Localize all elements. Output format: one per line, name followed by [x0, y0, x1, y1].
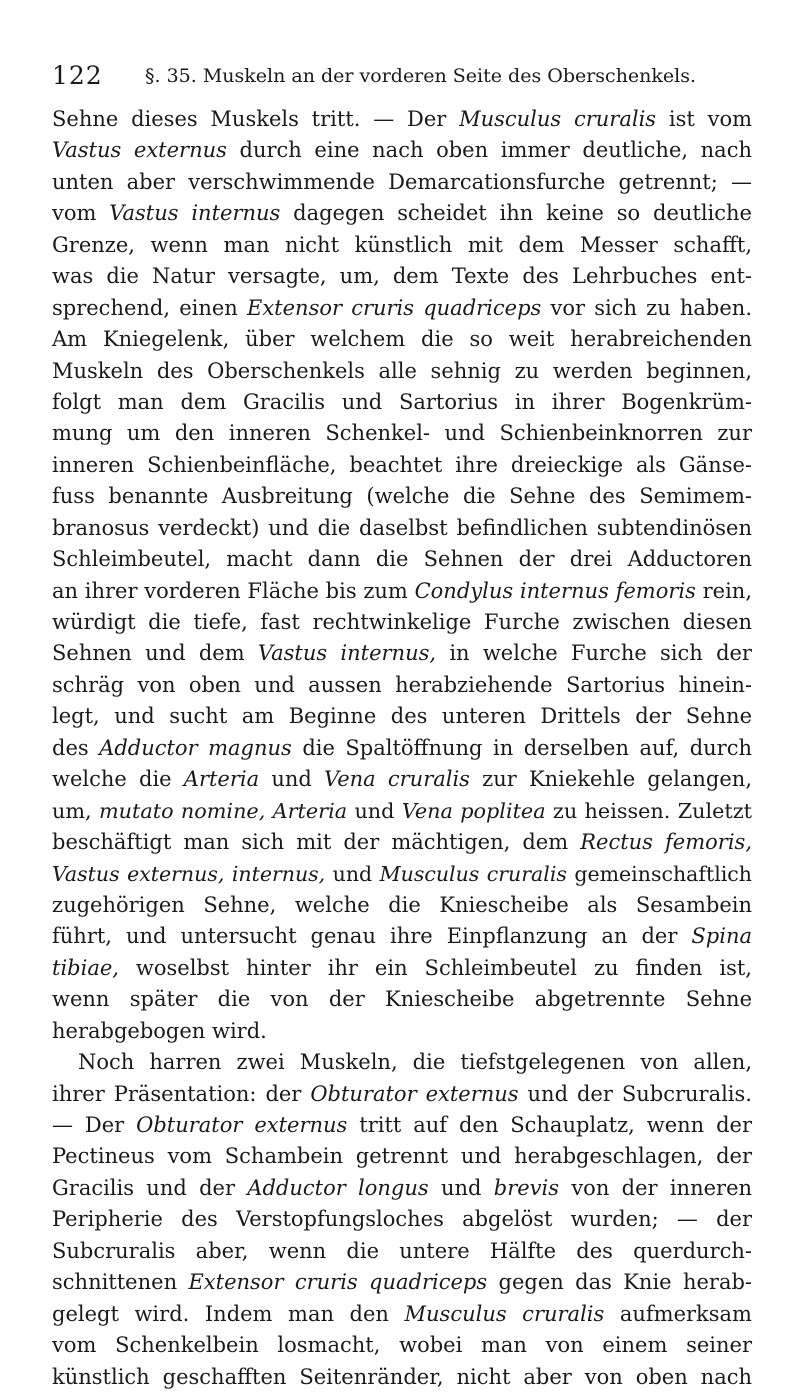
italic-term: Obturator externus	[136, 1113, 348, 1137]
text-run: und	[428, 1175, 494, 1200]
text-line	[52, 984, 752, 1015]
text-run: ihrer Präsentation: der	[52, 1081, 311, 1106]
text-run: wenn später die von der Kniescheibe abgetrennte Sehne	[52, 987, 752, 1012]
italic-term: Vena cruralis	[323, 767, 470, 792]
text-line	[52, 1267, 752, 1298]
text-line	[52, 764, 752, 795]
text-run: gegen das Knie herab-	[487, 1270, 753, 1295]
text-line	[52, 1047, 752, 1078]
italic-term: brevis	[493, 1175, 560, 1200]
text-run: Am Kniegelenk, über welchem die so weit herabreichenden	[52, 327, 752, 352]
text-run: herabgebogen wird.	[52, 1018, 267, 1043]
text-line	[52, 1110, 752, 1141]
text-run: inneren Schienbeinfläche, beachtet ihre dreieckige als Gänse-	[52, 452, 752, 477]
text-run: welche die	[52, 767, 184, 792]
text-run: und der Subcruralis.	[518, 1081, 752, 1106]
page-number: 122	[52, 61, 103, 90]
text-run: in welche Furche sich der	[436, 641, 752, 666]
body-text	[52, 104, 752, 1393]
text-line	[52, 1173, 752, 1204]
text-line	[52, 198, 752, 229]
text-line	[52, 953, 752, 984]
text-run: durch eine nach oben immer deutliche, nach	[226, 138, 752, 163]
text-run: dagegen scheidet ihn keine so deutliche	[280, 201, 752, 226]
text-line	[52, 261, 752, 292]
italic-term: Obturator externus	[310, 1081, 519, 1106]
text-run: schnittenen	[52, 1270, 189, 1295]
text-run: Peripherie des Verstopfungsloches abgelöst wurden; — der	[52, 1207, 752, 1232]
text-line	[52, 733, 752, 764]
text-run: fuss benannte Ausbreitung (welche die Sehne des Semimem-	[52, 484, 752, 509]
text-run: beschäftigt man sich mit der mächtigen, dem	[52, 830, 581, 855]
text-run: des	[52, 735, 100, 760]
text-line	[52, 1141, 752, 1172]
text-run: schräg von oben und aussen herabziehende Sartorius hinein-	[52, 672, 752, 697]
text-run: unten aber verschwimmende Demarcationsfurche getrennt; —	[52, 169, 752, 194]
text-run: vom Schenkelbein losmacht, wobei man von einem seiner	[52, 1333, 752, 1358]
text-run: und	[347, 798, 402, 823]
text-run: Sehnen und dem	[52, 641, 258, 666]
text-run: von der inneren	[559, 1175, 753, 1200]
italic-term: Extensor cruris quadriceps	[188, 1270, 488, 1295]
italic-term: Vastus internus,	[257, 641, 437, 666]
text-run: was die Natur versagte, um, dem Texte des Lehrbuches ent-	[52, 264, 752, 289]
text-line	[52, 481, 752, 512]
text-run: Pectineus vom Schambein getrennt und herabgeschlagen, der	[52, 1144, 752, 1169]
text-run: an ihrer vorderen Fläche bis zum	[52, 578, 415, 603]
text-run: aufmerksam	[604, 1301, 752, 1326]
text-line	[52, 230, 752, 261]
italic-term: Spina	[691, 924, 752, 949]
text-line	[52, 104, 752, 135]
text-run: würdigt die tiefe, fast rechtwinkelige Furche zwischen diesen	[52, 610, 752, 634]
text-line	[52, 324, 752, 355]
text-run: sprechend, einen	[52, 295, 247, 320]
italic-term: Musculus cruralis	[379, 861, 567, 886]
text-line	[52, 356, 752, 387]
text-line	[52, 796, 752, 827]
text-run: Noch harren zwei Muskeln, die tiefstgelegenen von allen,	[78, 1050, 752, 1075]
text-run: und	[259, 767, 324, 792]
text-run: um,	[52, 798, 99, 823]
text-line	[52, 670, 752, 701]
text-line	[52, 450, 752, 481]
italic-term: Rectus femoris,	[580, 830, 752, 855]
text-run: woselbst hinter ihr ein Schleimbeutel zu finden ist,	[118, 955, 752, 980]
text-run: Muskeln des Oberschenkels alle sehnig zu werden beginnen,	[52, 358, 752, 383]
italic-term: tibiae,	[52, 955, 119, 980]
text-line	[52, 701, 752, 732]
text-line	[52, 1204, 752, 1235]
text-line	[52, 921, 752, 952]
italic-term: Arteria	[183, 767, 260, 792]
text-run: Subcruralis aber, wenn die untere Hälfte des querdurch-	[52, 1238, 752, 1263]
text-line	[52, 1299, 752, 1330]
text-run: künstlich geschafften Seitenränder, nicht aber von oben nach	[52, 1364, 752, 1389]
text-run: zugehörigen Sehne, welche die Kniescheibe als Sesambein	[52, 892, 752, 917]
text-line	[52, 1330, 752, 1361]
text-run: gemeinschaftlich	[566, 861, 752, 886]
text-line	[52, 1079, 752, 1110]
italic-term: Musculus cruralis	[404, 1301, 605, 1326]
text-line	[52, 859, 752, 890]
italic-term: Vena poplitea	[401, 798, 546, 823]
text-run: zu heissen. Zuletzt	[545, 798, 753, 823]
text-run: Grenze, wenn man nicht künstlich mit dem Messer schafft,	[52, 232, 752, 257]
text-run: rein,	[695, 578, 752, 603]
text-line	[52, 387, 752, 418]
text-line	[52, 576, 752, 607]
italic-term: Adductor magnus	[99, 735, 292, 760]
text-run: ist vom	[656, 107, 752, 131]
text-run: branosus verdeckt) und die daselbst befindlichen subtendinösen	[52, 515, 752, 540]
text-run: und	[325, 861, 380, 886]
italic-term: mutato nomine, Arteria	[98, 798, 348, 823]
text-line	[52, 418, 752, 449]
italic-term: Musculus cruralis	[459, 107, 657, 131]
text-run: zur Kniekehle gelangen,	[469, 767, 752, 792]
text-run: führt, und untersucht genau ihre Einpflanzung an der	[52, 924, 692, 949]
text-line	[52, 293, 752, 324]
text-line	[52, 1236, 752, 1267]
running-head	[52, 58, 752, 94]
text-run: folgt man dem Gracilis und Sartorius in ihrer Bogenkrüm-	[52, 389, 752, 414]
text-line	[52, 135, 752, 166]
italic-term: Extensor cruris quadriceps	[247, 295, 542, 320]
text-line	[52, 638, 752, 669]
text-line	[52, 890, 752, 921]
text-run: legt, und sucht am Beginne des unteren Drittels der Sehne	[52, 704, 752, 729]
italic-term: Vastus externus, internus,	[52, 861, 326, 886]
text-line	[52, 827, 752, 858]
italic-term: Condylus internus femoris	[414, 578, 696, 603]
text-run: vom	[52, 201, 110, 226]
text-run: Gracilis und der	[52, 1175, 248, 1200]
text-run: Sehne dieses Muskels tritt. — Der	[52, 107, 460, 131]
text-line	[52, 1016, 752, 1047]
text-run: gelegt wird. Indem man den	[52, 1301, 405, 1326]
text-line	[52, 167, 752, 198]
text-run: tritt auf den Schauplatz, wenn der	[347, 1113, 753, 1137]
italic-term: Vastus internus	[109, 201, 281, 226]
text-run: vor sich zu haben.	[541, 295, 753, 320]
italic-term: Adductor longus	[247, 1175, 429, 1200]
text-run: Schleimbeutel, macht dann die Sehnen der drei Adductoren	[52, 547, 752, 572]
italic-term: Vastus externus	[52, 138, 227, 163]
text-line	[52, 544, 752, 575]
text-run: mung um den inneren Schenkel- und Schienbeinknorren zur	[52, 421, 752, 446]
text-run: die Spaltöffnung in derselben auf, durch	[291, 735, 752, 760]
text-line	[52, 607, 752, 638]
text-run: — Der	[52, 1113, 137, 1137]
text-line	[52, 1362, 752, 1393]
text-line	[52, 513, 752, 544]
section-heading: §. 35. Muskeln an der vorderen Seite des Oberschenkels.	[145, 65, 697, 87]
